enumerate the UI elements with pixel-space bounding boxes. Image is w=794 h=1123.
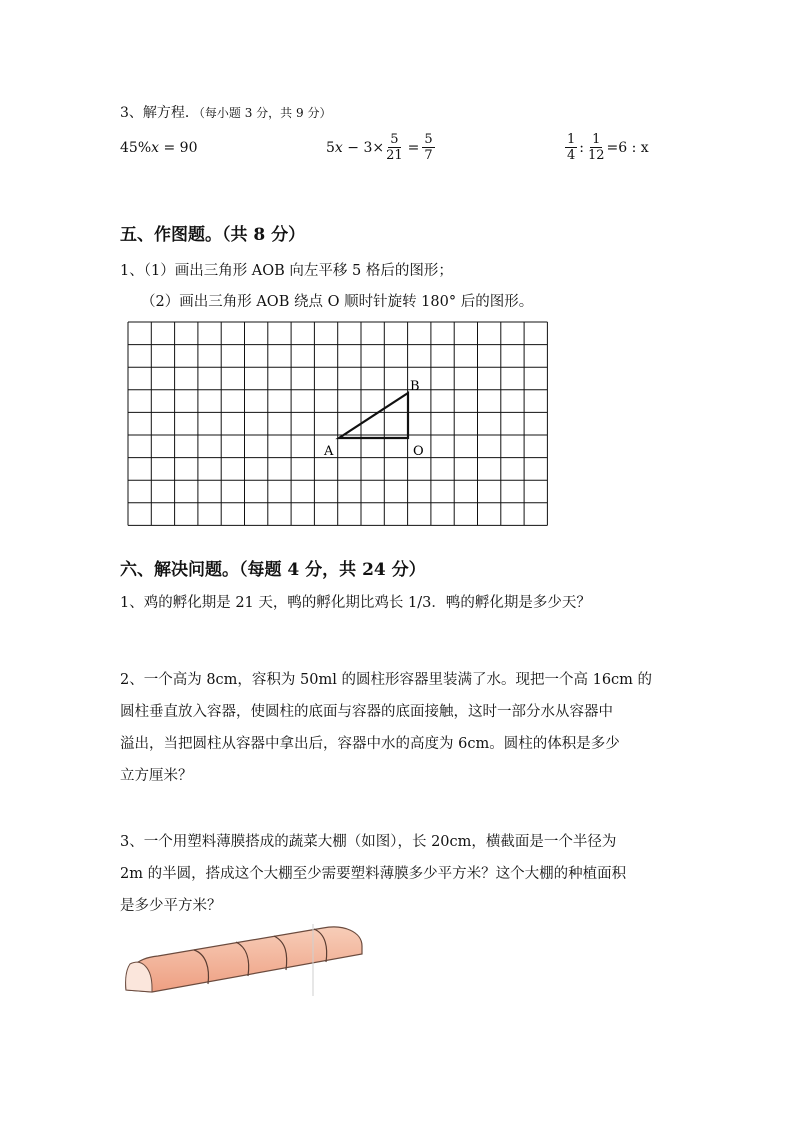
eq3-f2-den: 12: [588, 148, 605, 163]
eq2-f1-num: 5: [390, 132, 399, 147]
grid-lines: [128, 322, 547, 525]
eq3-fraction-1: [565, 132, 577, 163]
section6-heading: 六、解决问题。（每题 4 分，共 24 分）: [120, 560, 426, 580]
eq1-var: x: [151, 140, 160, 156]
q2-line: 溢出，当把圆柱从容器中拿出后，容器中水的高度为 6cm。圆柱的体积是多少: [120, 736, 620, 752]
eq2-f2-num: 5: [424, 132, 433, 147]
drawing-grid: [120, 316, 560, 540]
triangle-aob: [339, 393, 408, 438]
section3-note: （每小题 3 分，共 9 分）: [198, 106, 332, 120]
eq2-lead: 5: [326, 139, 335, 156]
eq3-f1-num: 1: [567, 132, 576, 147]
q3-line: 是多少平方米？: [120, 898, 222, 914]
label-a: A: [324, 444, 334, 459]
section6-q2: [120, 664, 652, 792]
q3-line: 3、一个用塑料薄膜搭成的蔬菜大棚（如图），长 20cm，横截面是一个半径为: [120, 834, 617, 850]
eq1-left: 45%: [120, 140, 152, 156]
eq2-f2-den: 7: [424, 148, 433, 163]
q2-line: 2、一个高为 8cm，容积为 50ml 的圆柱形容器里装满了水。现把一个高 16cm 的: [120, 672, 653, 688]
eq2-equals: =: [407, 139, 420, 156]
eq2-var: x: [334, 139, 343, 156]
section3-title: 3、解方程．: [120, 105, 199, 121]
section5-q1b: （2）画出三角形 AOB 绕点 O 顺时针旋转 180° 后的图形。: [141, 294, 534, 310]
q2-line: 圆柱垂直放入容器，使圆柱的底面与容器的底面接触，这时一部分水从容器中: [120, 704, 613, 720]
section6-q3: [120, 826, 626, 922]
section5-heading: 五、作图题。（共 8 分）: [120, 225, 306, 245]
greenhouse-illustration: [118, 918, 368, 1000]
eq3-f2-num: 1: [592, 132, 601, 147]
label-o: O: [413, 444, 424, 459]
eq2-mid: − 3×: [347, 139, 385, 156]
label-b: B: [410, 379, 420, 394]
eq3-rest: =6 : x: [606, 139, 649, 156]
eq1-rhs: = 90: [163, 140, 198, 156]
section6-q1: 1、鸡的孵化期是 21 天，鸭的孵化期比鸡长 1/3．鸭的孵化期是多少天？: [120, 595, 591, 611]
eq3-f1-den: 4: [567, 148, 576, 163]
section5-q1a: 1、（1）画出三角形 AOB 向左平移 5 格后的图形；: [120, 263, 453, 279]
eq3-fraction-2: [586, 132, 607, 163]
eq2-fraction-2: [422, 132, 434, 163]
equation-3: [565, 132, 649, 163]
q2-line: 立方厘米？: [120, 768, 193, 784]
section3-title-row: [120, 102, 331, 122]
equation-2: [326, 132, 435, 163]
eq3-colon: :: [579, 139, 584, 156]
q3-line: 2m 的半圆，搭成这个大棚至少需要塑料薄膜多少平方米？这个大棚的种植面积: [120, 866, 627, 882]
eq2-fraction-1: [384, 132, 405, 163]
eq2-f1-den: 21: [386, 148, 403, 163]
equation-1: [120, 140, 197, 156]
